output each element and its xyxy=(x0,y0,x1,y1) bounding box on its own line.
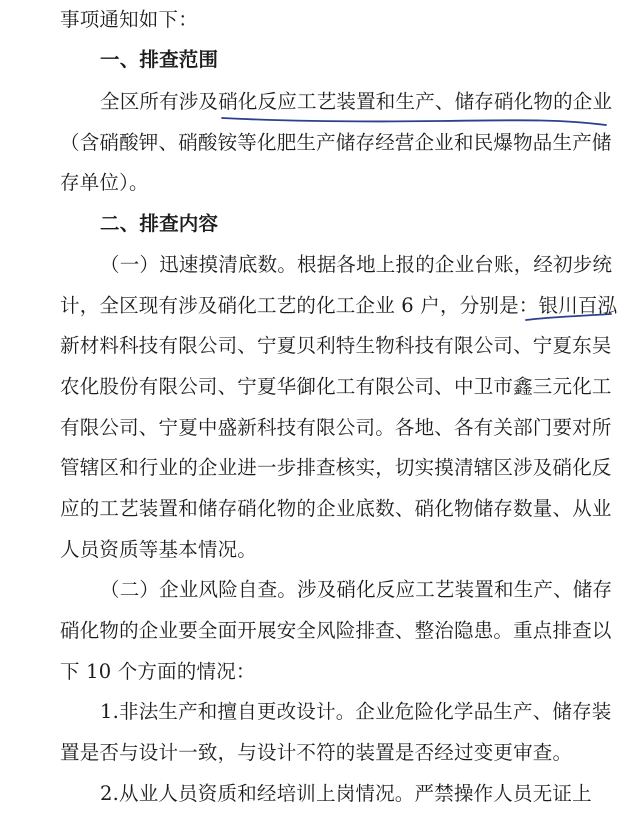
section-heading-content: 二、排查内容 xyxy=(100,212,219,235)
text-line-16: 硝化物的企业要全面开展安全风险排查、整治隐患。重点排查以 xyxy=(60,619,612,642)
text-line-3: 全区所有涉及硝化反应工艺装置和生产、储存硝化物的企业 xyxy=(100,90,613,113)
text-line-5: 存单位）。 xyxy=(60,171,149,194)
text-line-18: 1.非法生产和擅自更改设计。企业危险化学品生产、储存装 xyxy=(100,700,612,723)
text-line-8: 计，全区现有涉及硝化工艺的化工企业 6 户，分别是：银川百泓 xyxy=(60,294,618,317)
text-line-10: 农化股份有限公司、宁夏华御化工有限公司、中卫市鑫三元化工 xyxy=(60,375,612,398)
text-line-15: （二）企业风险自查。涉及硝化反应工艺装置和生产、储存 xyxy=(100,578,613,601)
text-line-7: （一）迅速摸清底数。根据各地上报的企业台账，经初步统 xyxy=(100,253,613,276)
text-line-13: 应的工艺装置和储存硝化物的企业底数、硝化物储存数量、从业 xyxy=(60,497,612,520)
text-line-9: 新材料科技有限公司、宁夏贝利特生物科技有限公司、宁夏东吴 xyxy=(60,334,612,357)
text-line-12: 管辖区和行业的企业进一步排查核实，切实摸清辖区涉及硝化反 xyxy=(60,456,612,479)
text-line-11: 有限公司、宁夏中盛新科技有限公司。各地、各有关部门要对所 xyxy=(60,416,612,439)
section-heading-scope: 一、排查范围 xyxy=(100,48,219,71)
text-line-19: 置是否与设计一致，与设计不符的装置是否经过变更审查。 xyxy=(60,741,573,764)
text-line-17: 下 10 个方面的情况： xyxy=(60,660,256,683)
text-line-14: 人员资质等基本情况。 xyxy=(60,538,258,561)
text-line-1: 事项通知如下： xyxy=(60,8,198,31)
text-line-20: 2.从业人员资质和经培训上岗情况。严禁操作人员无证上 xyxy=(100,782,592,805)
pen-underline-mark-1 xyxy=(220,112,610,128)
text-line-4: （含硝酸钾、硝酸铵等化肥生产储存经营企业和民爆物品生产储 xyxy=(60,131,612,154)
